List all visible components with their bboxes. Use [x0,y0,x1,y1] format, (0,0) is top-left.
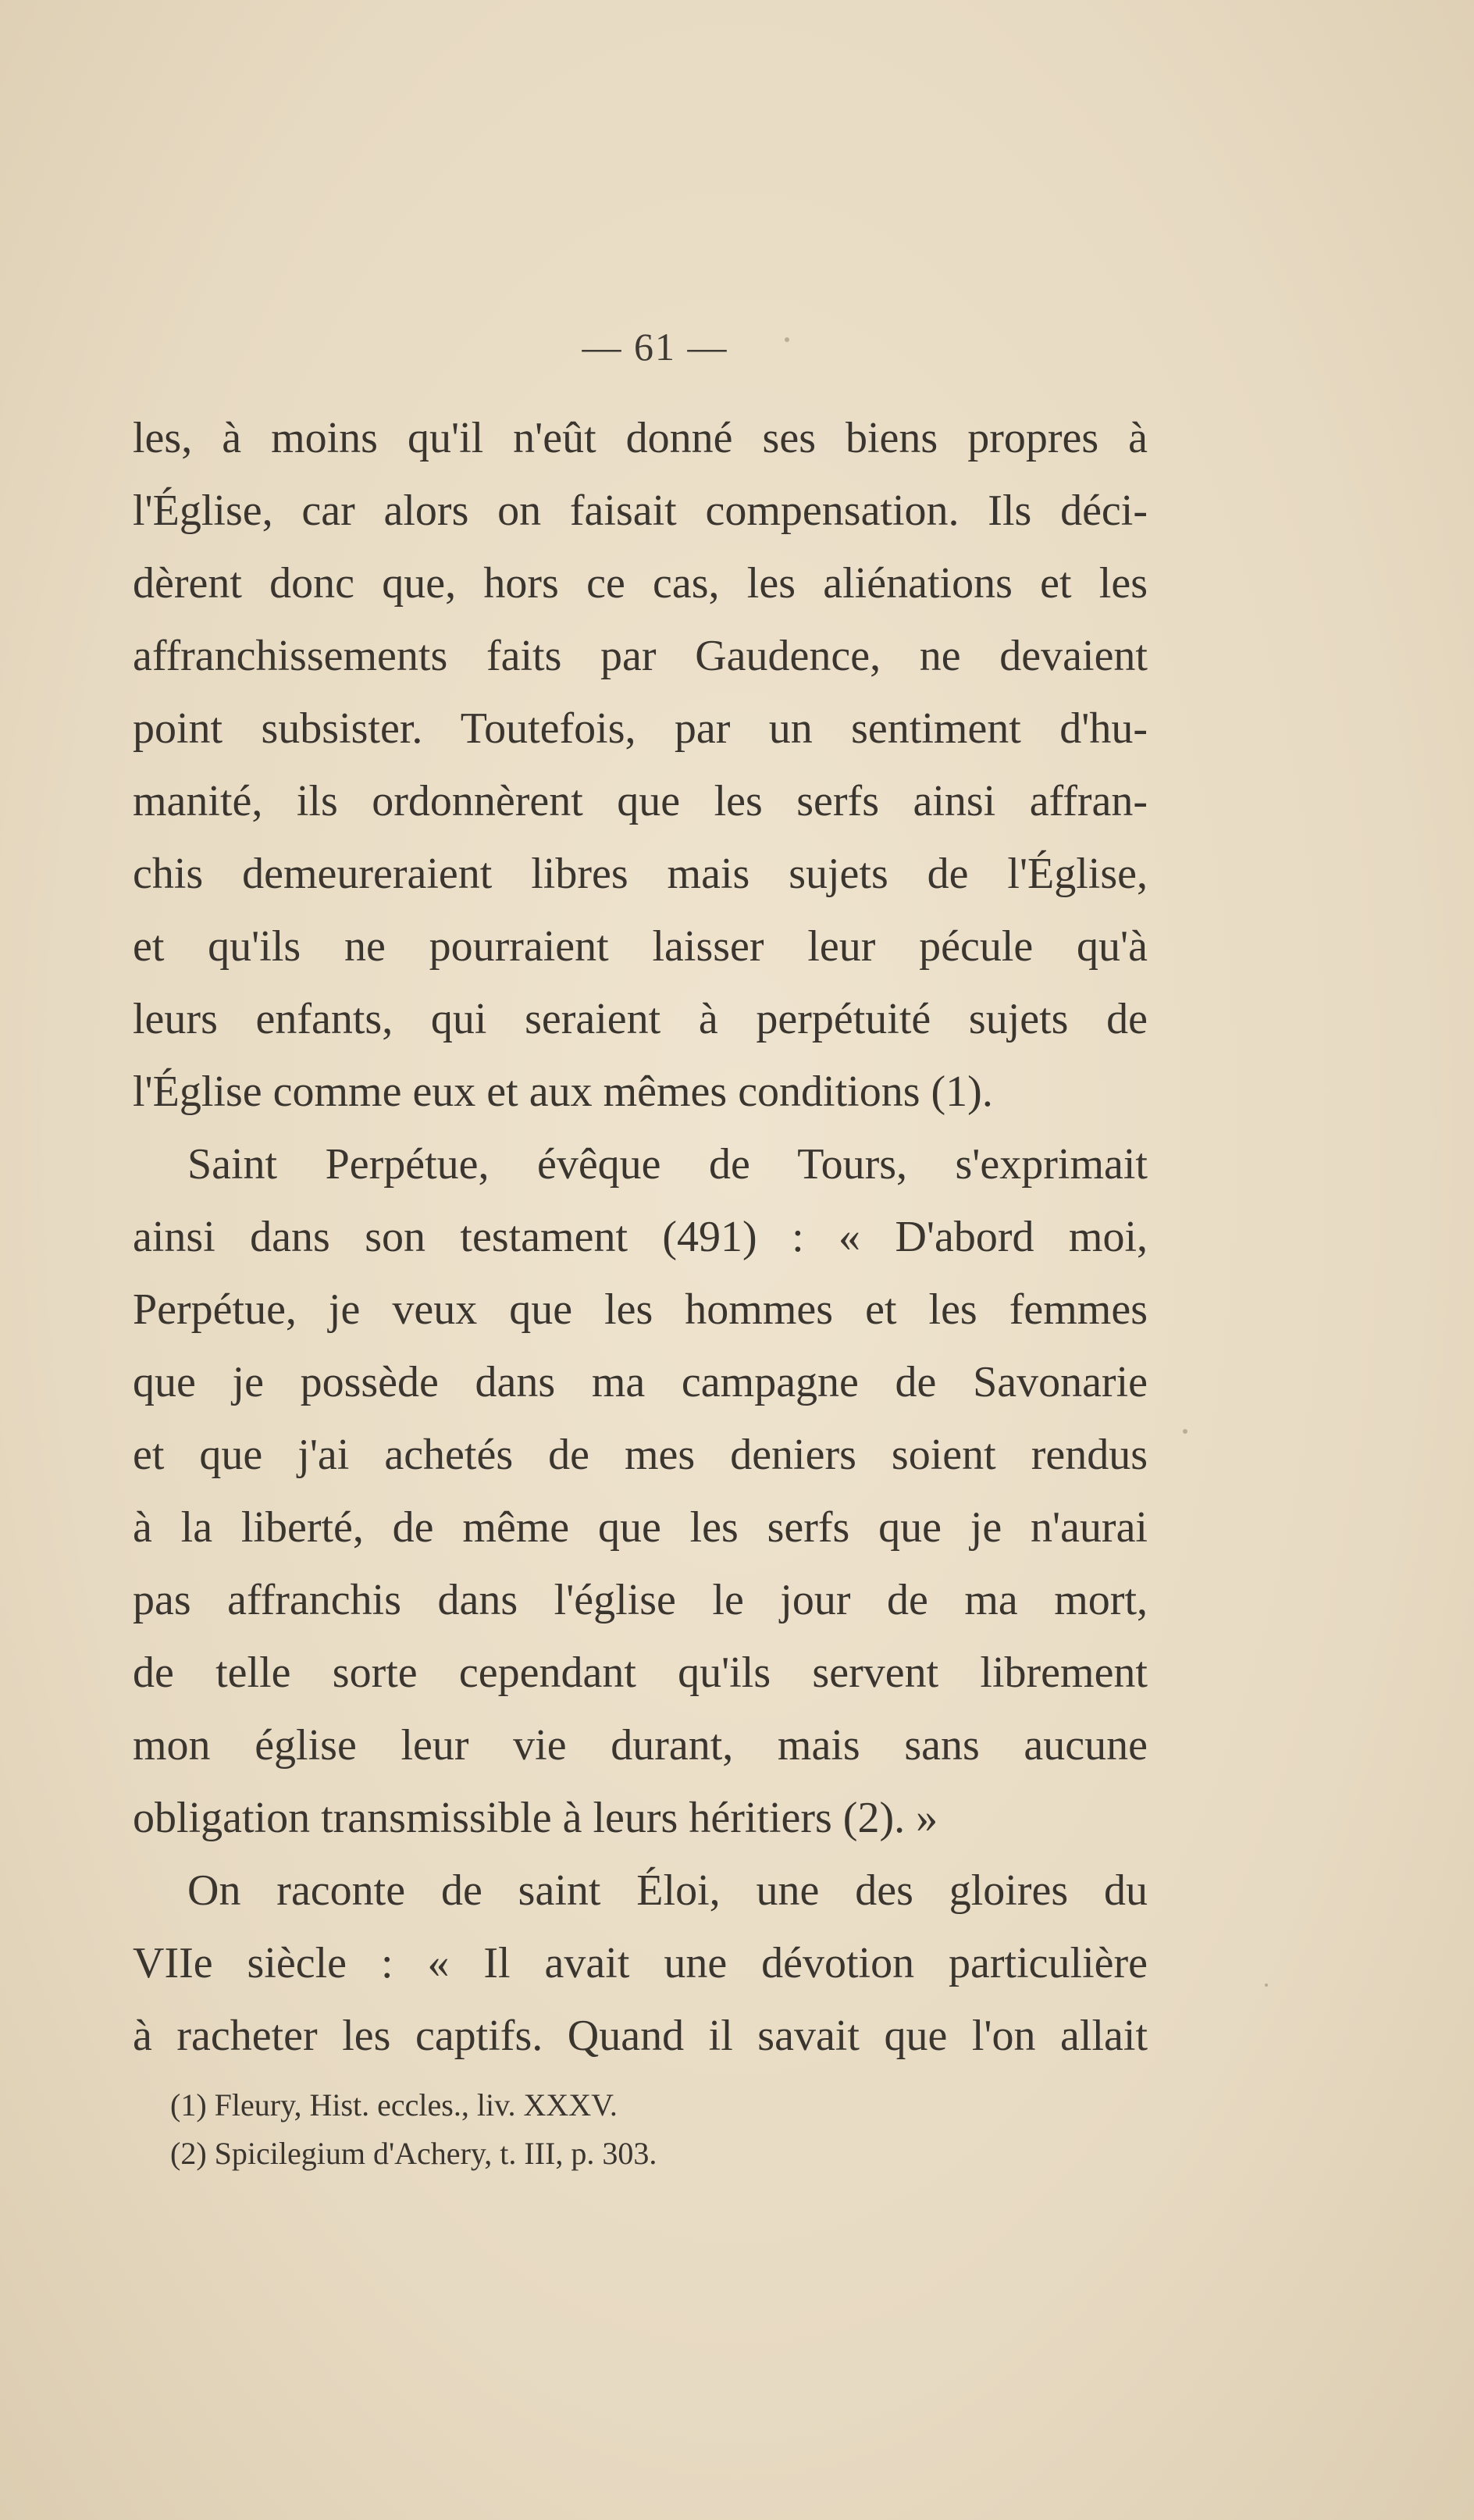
page-number-text: — 61 — [582,325,728,369]
footnote: (1) Fleury, Hist. eccles., liv. XXXV. [170,2087,618,2123]
text-line: ainsi dans son testament (491) : « D'abord moi, [133,1213,1148,1261]
text-line: l'Église comme eux et aux mêmes conditions (1). [133,1068,993,1116]
text-line: l'Église, car alors on faisait compensation. Ils déci- [133,487,1148,535]
paper-speck [1265,1984,1268,1987]
text-line: dèrent donc que, hors ce cas, les aliénations et les [133,559,1148,608]
footnotes [170,2081,1107,2178]
body-text [133,402,1148,2073]
text-line: mon église leur vie durant, mais sans aucune [133,1721,1148,1770]
paper-speck [785,337,789,342]
text-line: et qu'ils ne pourraient laisser leur pécule qu'à [133,922,1148,971]
text-line: manité, ils ordonnèrent que les serfs ainsi affran- [133,777,1148,825]
text-line: On raconte de saint Éloi, une des gloires du [187,1866,1148,1915]
text-line: à racheter les captifs. Quand il savait que l'on allait [133,2012,1148,2060]
text-line: leurs enfants, qui seraient à perpétuité sujets de [133,995,1148,1043]
text-line: pas affranchis dans l'église le jour de ma mort, [133,1576,1148,1624]
text-line: et que j'ai achetés de mes deniers soient rendus [133,1431,1148,1479]
text-line: de telle sorte cependant qu'ils servent librement [133,1649,1148,1697]
paper-speck [1183,1429,1187,1434]
text-line: à la liberté, de même que les serfs que je n'aurai [133,1503,1148,1552]
text-line: VIIe siècle : « Il avait une dévotion particulière [133,1939,1148,1987]
page-number [0,324,1474,369]
text-line: Perpétue, je veux que les hommes et les femmes [133,1285,1148,1334]
text-line: chis demeureraient libres mais sujets de l'Église, [133,850,1148,898]
text-line: que je possède dans ma campagne de Savonarie [133,1358,1148,1406]
text-line: point subsister. Toutefois, par un sentiment d'hu- [133,704,1148,753]
footnote: (2) Spicilegium d'Achery, t. III, p. 303. [170,2136,657,2171]
text-line: Saint Perpétue, évêque de Tours, s'exprimait [187,1140,1148,1189]
text-line: obligation transmissible à leurs héritiers (2). » [133,1794,938,1842]
text-line: les, à moins qu'il n'eût donné ses biens propres à [133,414,1148,462]
text-line: affranchissements faits par Gaudence, ne devaient [133,632,1148,680]
